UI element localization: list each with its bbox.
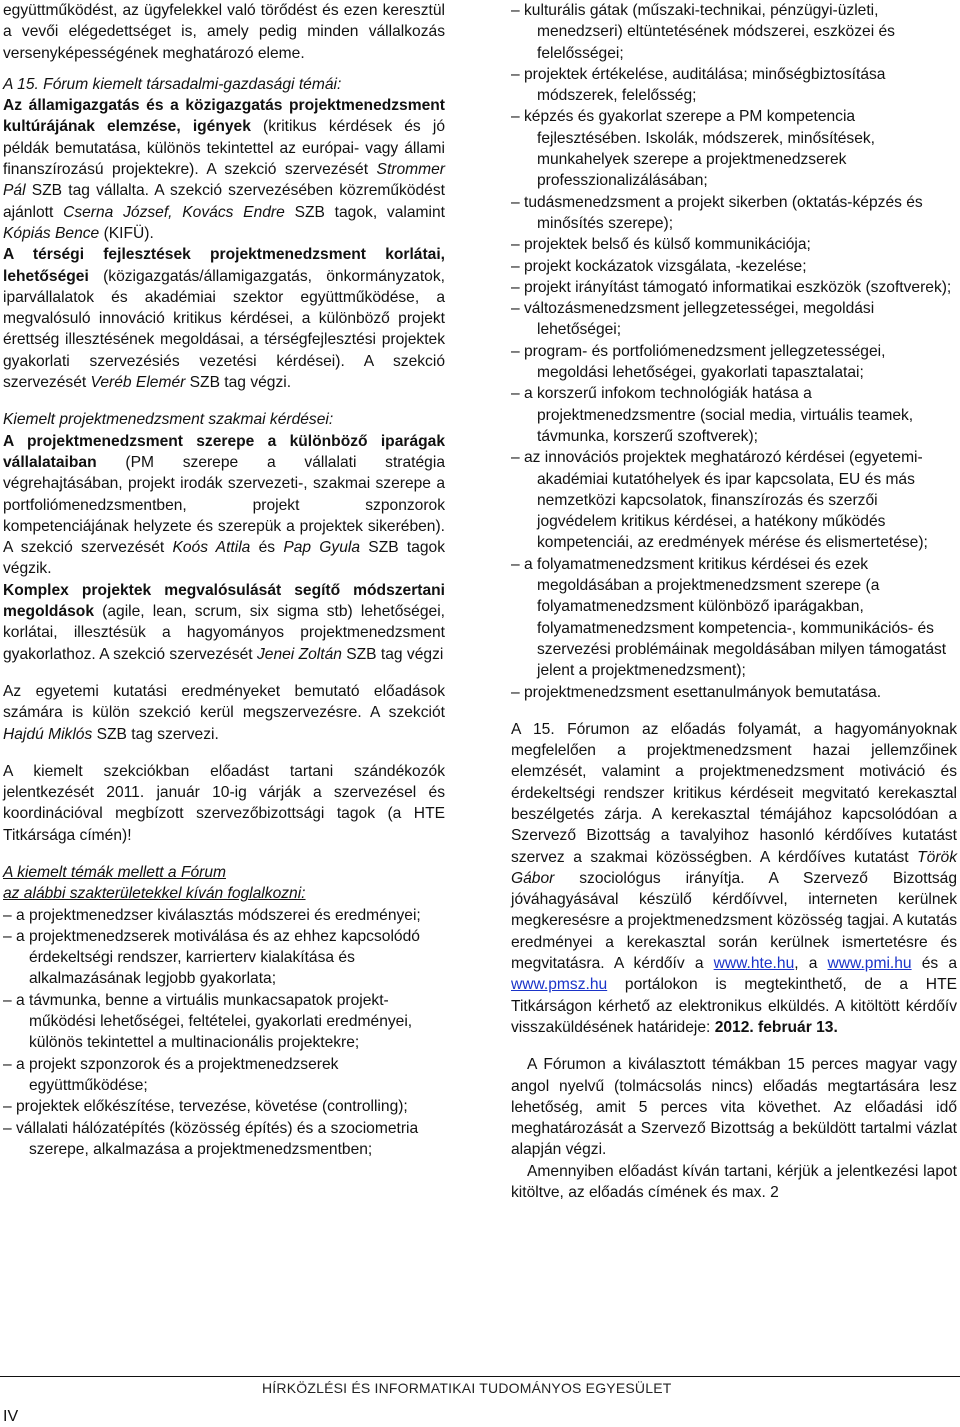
topic-regional: A térségi fejlesztések projektmenedzsment korlátai, lehetőségei <box>3 246 445 285</box>
university-section-paragraph <box>3 681 445 745</box>
professional-topics-paragraph <box>3 409 445 579</box>
professional-topics-heading: Kiemelt projektmenedzsment szakmai kérdései: <box>3 411 334 429</box>
link-hte[interactable]: www.hte.hu <box>713 955 795 973</box>
topic-complex-projects: Komplex projektek megvalósulását segítő módszertani megoldások <box>3 581 445 621</box>
list-item: – a korszerű infokom technológiák hatása a projektmenedzsmentre (social media, virtuális teamek, távmunka, korszerű szoftverek); <box>511 385 914 445</box>
person-name: Hajdú Miklós <box>3 725 93 743</box>
body-text: szociológus irányítja. A Szervező Bizottság jóváhagyásával készülő kérdőívvel, interneten kerülnek megkeresésre a projektmenedzsment közösség tagjai. A kutatás eredményei a kerekasztal során kerülnek ismertetésre és megvitatásra. A kérdőív a <box>511 869 957 973</box>
topic-text: (közigazgatás/államigazgatás, önkormányzatok, iparvállalatok és akadémiai szektor együttműködése, a megvalósuló innováció kritikus kérdései, a különböző projekt érettség illesztésének megoldásai, a térségfejlesztési projektek gyakorlati szervezésiés vezetési kérdései). A szekció szervezését <box>3 267 445 392</box>
topic-text: (kritikus kérdések és jó példák bemutatása, különös tekintettel az európai- vagy állami finanszírozású projektekre). A szekció szervezését <box>3 118 445 179</box>
list-item: – projektek értékelése, auditálása; minőségbiztosítása módszerek, felelősség; <box>511 65 886 105</box>
footer-divider <box>0 1376 960 1377</box>
person-name: Strommer Pál <box>3 161 445 200</box>
application-paragraph: A kiemelt szekciókban előadást tartani szándékozók jelentkezését 2011. január 10-ig várják a szervezésel és koordinációval megbízott szervezőbizottsági tagok (a HTE Titkársága címén)! <box>3 762 445 844</box>
other-topics-heading <box>3 862 445 905</box>
social-topics-paragraph <box>3 74 445 244</box>
right-column <box>511 0 957 1203</box>
other-topics-heading-line1: A kiemelt témák mellett a Fórum <box>3 863 226 881</box>
footer-organization: HÍRKÖZLÉSI ÉS INFORMATIKAI TUDOMÁNYOS EGYESÜLET <box>262 1380 672 1396</box>
regional-topic-paragraph <box>3 244 445 393</box>
person-name: Veréb Elemér <box>90 374 186 392</box>
list-item: – projekt kockázatok vizsgálata, -kezelése; <box>511 257 807 275</box>
list-item: – a projektmenedzserek motiválása és az ehhez kapcsolódó érdekeltségi rendszer, karrierterv kialakítása és alkalmazásának legjobb gyakorlata; <box>3 927 420 988</box>
list-item: – projekt irányítást támogató informatikai eszközök (szoftverek); <box>511 278 952 296</box>
list-item: – projektek belső és külső kommunikációja; <box>511 236 811 254</box>
topic-text: SZB tagok, valamint <box>284 203 445 221</box>
social-topics-heading: A 15. Fórum kiemelt társadalmi-gazdasági témái: <box>3 75 342 93</box>
topic-text: és <box>250 539 284 557</box>
list-item: – program- és portfoliómenedzsment jellegzetességei, megoldási lehetőségei, gyakorlati tapasztalatai; <box>511 342 886 382</box>
topic-text: SZB tagok végzik. <box>3 539 446 578</box>
roundtable-paragraph <box>511 719 957 1038</box>
person-name: Jenei Zoltán <box>256 645 342 663</box>
topic-industries: A projektmenedzsment szerepe a különböző iparágak vállalataiban <box>3 432 445 471</box>
list-item: – projektmenedzsment esettanulmányok bemutatása. <box>511 683 882 701</box>
page-number: IV <box>3 1408 19 1425</box>
topic-text: SZB tag vállalta. A szekció szervezésében közreműködést ajánlott <box>3 182 445 221</box>
intro-paragraph: együttműködést, az ügyfelekkel való törődést és ezen keresztül a vevői elégedettséget is, amely pedig minden vállalkozás versenyképességének meghatározó eleme. <box>3 2 445 62</box>
person-name: Pap Gyula <box>283 539 361 557</box>
person-name: Török Gábor <box>511 848 957 887</box>
body-text: és a <box>911 955 958 973</box>
list-item: – a projektmenedzser kiválasztás módszerei és eredményei; <box>3 906 421 924</box>
presentation-paragraph: A Fórumon a kiválasztott témákban 15 perces magyar vagy angol nyelvű (tolmácsolás nincs) előadás megtartására lesz lehetőség, amit 5 perces vita követhet. Az előadási idő meghatározását a Szervező Bizottság a beküldött tartalmi vázlat alapján végzi. <box>511 1056 957 1159</box>
topic-public-admin: Az államigazgatás és a közigazgatás projektmenedzsment kultúrájának elemzése, igények <box>3 97 445 136</box>
other-topics-heading-line2: az alábbi szakterületekkel kíván foglalkozni: <box>3 885 306 903</box>
body-text: A 15. Fórumon az előadás folyamát, a hagyományoknak megfelelően a projektmenedzsment hazai jellemzőinek elemzését, valamint a projektmenedzsment motiváció és érdekeltségi rendszer kritikus kérdéseit megvitató kerekasztal beszélgetés zárja. A kerekasztal témájához kapcsolódóan a Szervező Bizottság a tavalyihoz hasonló kérdőíves kutatást szervez a szakmai közösségben. A kérdőíves kutatást <box>511 720 957 866</box>
person-name: Cserna József, Kovács Endre <box>63 203 285 221</box>
link-pmi[interactable]: www.pmi.hu <box>827 955 912 973</box>
registration-paragraph: Amennyiben előadást kíván tartani, kérjük a jelentkezési lapot kitöltve, az előadás címének és max. 2 <box>511 1162 957 1202</box>
list-item: – változásmenedzsment jellegzetességei, megoldási lehetőségei; <box>511 300 875 339</box>
topic-text: SZB tag végzi <box>341 645 444 663</box>
link-pmsz[interactable]: www.pmsz.hu <box>511 976 608 994</box>
list-item: – a távmunka, benne a virtuális munkacsapatok projekt-működési lehetőségei, feltételei, gyakorlati eredményei, különös tekintettel a multinacionális projektekre; <box>3 991 413 1052</box>
topic-text: Az egyetemi kutatási eredményeket bemutató előadások számára is külön szekció kerül megszervezésre. A szekciót <box>3 682 445 722</box>
list-item: – kulturális gátak (műszaki-technikai, pénzügyi-üzleti, menedzseri) eltüntetésének módszerei, eszközei és felelősségei; <box>511 2 895 62</box>
list-item: – képzés és gyakorlat szerepe a PM kompetencia fejlesztésében. Iskolák, módszerek, minősítések, munkahelyek szerepe a projektmenedzserek professzionalizálásában; <box>511 108 876 190</box>
topic-text: SZB tag végzi. <box>185 374 292 392</box>
topic-text: (PM szerepe a vállalati stratégia végrehajtásában, projekt irodák szervezeti-, szakmai szerepe a portfoliómenedzsmentben, projekt szponzorok kompetenciájának helyzete és szerepük a projektek sikerében). A szekció szervezését <box>3 453 445 557</box>
topic-text: (KIFÜ). <box>99 224 154 242</box>
body-text: portálokon is megtekinthető, de a HTE Titkárságon kérhető az elektronikus elküldés. A kitöltött kérdőív visszaküldésének határideje: <box>511 976 957 1036</box>
deadline-date: 2012. február 13. <box>714 1018 838 1036</box>
left-column <box>3 0 445 1160</box>
person-name: Kópiás Bence <box>3 224 100 242</box>
list-item: – a projekt szponzorok és a projektmenedzserek együttműködése; <box>3 1055 339 1094</box>
list-item: – vállalati hálózatépítés (közösség építés) és a szociometria szerepe, alkalmazása a projektmenedzsmentben; <box>3 1119 419 1158</box>
list-item: – a folyamatmenedzsment kritikus kérdései és ezek megoldásában a projektmenedzsment szerepe (a folyamatmenedzsment különböző iparágakban, folyamatmenedzsment kompetencia-, kommunikációs- és szervezési problémáinak megoldásában milyen támogatást jelent a projektmenedzsment); <box>511 555 947 680</box>
person-name: Koós Attila <box>172 539 251 557</box>
list-item: – az innovációs projektek meghatározó kérdései (egyetemi-akadémiai kutatóhelyek és ipar kapcsolata, EU és más nemzetközi kapcsolatok, finanszírozás és szerzői jogvédelem kritikus kérdései, a hatékony működés kompetenciái, az eredmények mérése és elismertetése); <box>511 449 928 552</box>
topic-text: SZB tag szervezi. <box>92 725 219 743</box>
list-item: – projektek előkészítése, tervezése, követése (controlling); <box>3 1098 408 1116</box>
left-topic-list <box>3 905 445 1161</box>
list-item: – tudásmenedzsment a projekt sikerben (oktatás-képzés és minősítés szerepe); <box>511 193 923 232</box>
complex-projects-paragraph <box>3 580 445 665</box>
topic-text: (agile, lean, scrum, six sigma stb) lehetőségei, korlátai, illesztésük a hagyományos projektmenedzsment gyakorlathoz. A szekció szervezését <box>3 603 445 663</box>
right-topic-list <box>511 0 957 703</box>
body-text: , a <box>794 955 828 973</box>
